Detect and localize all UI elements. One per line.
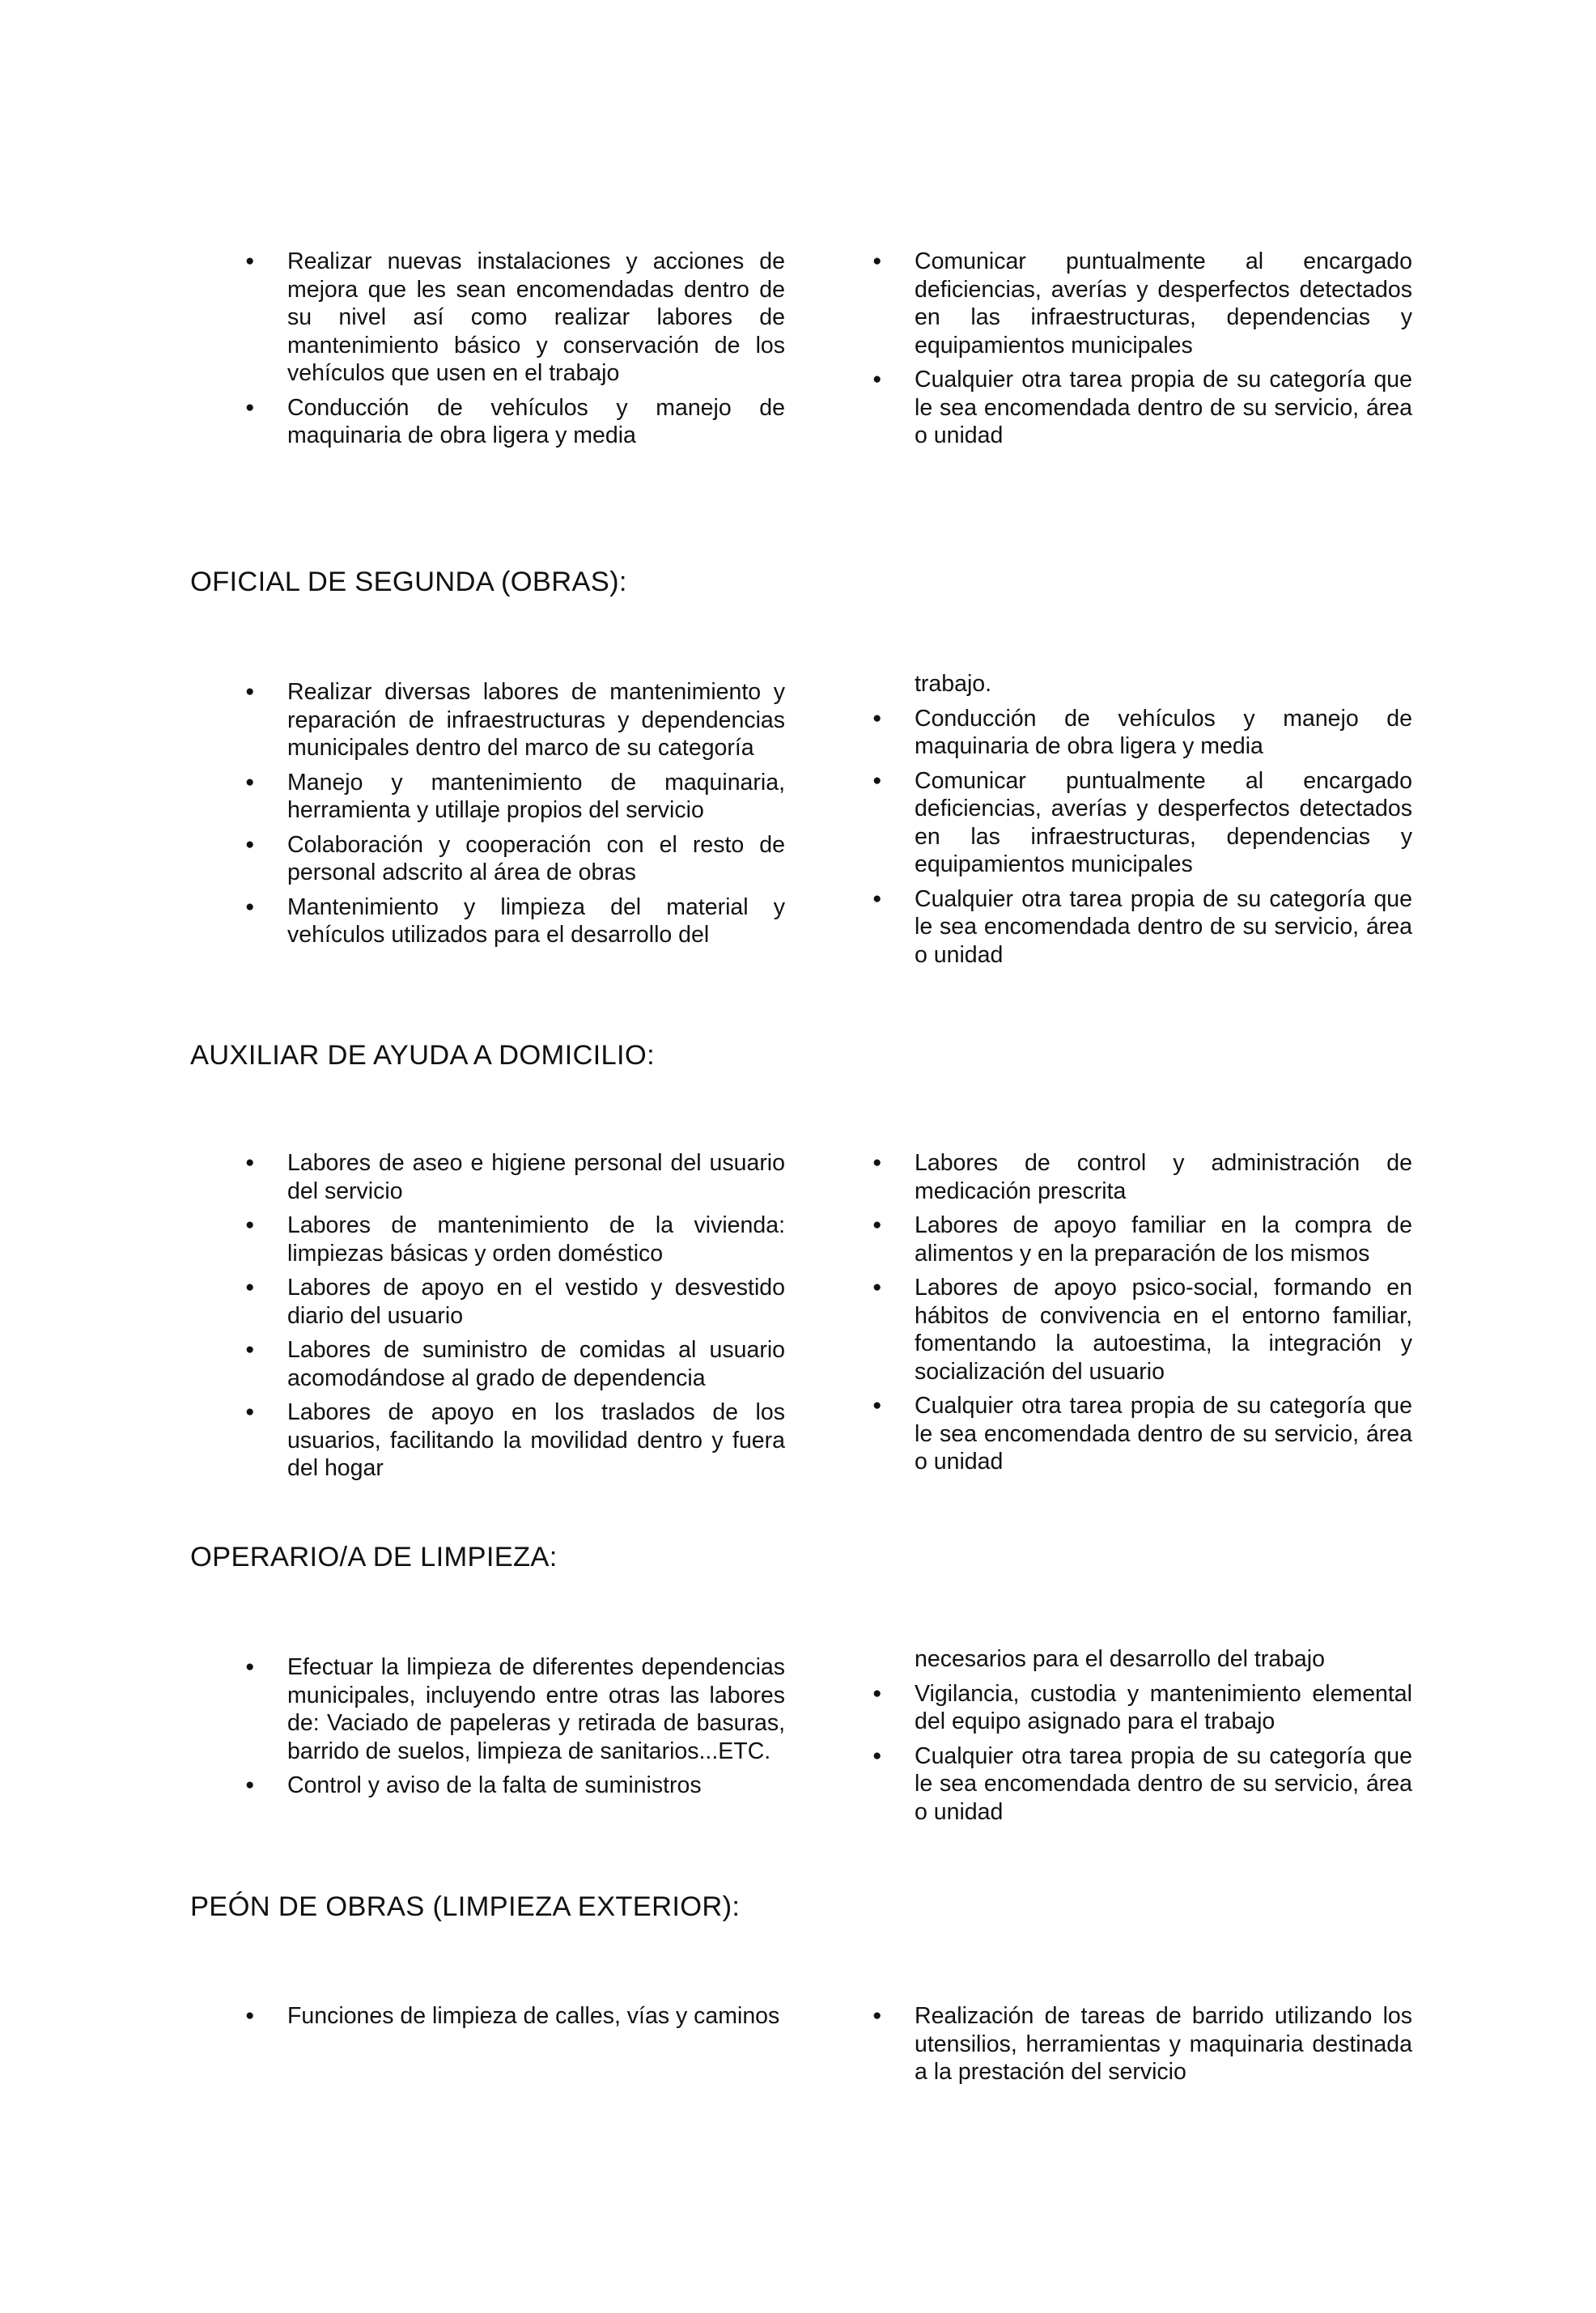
section-heading: PEÓN DE OBRAS (LIMPIEZA EXTERIOR): xyxy=(190,1891,741,1922)
left-column-list xyxy=(287,2002,785,2037)
list-item: ● Labores de apoyo en los traslados de los usuarios, facilitando la movilidad dentro y fuera del hogar xyxy=(287,1398,785,1483)
section-heading: OPERARIO/A DE LIMPIEZA: xyxy=(190,1542,558,1572)
list-item: ● Labores de control y administración de medicación prescrita xyxy=(915,1149,1412,1205)
left-column-list xyxy=(287,1149,785,1489)
list-item: ● Control y aviso de la falta de suministros xyxy=(287,1772,785,1800)
list-item: ● Labores de suministro de comidas al usuario acomodándose al grado de dependencia xyxy=(287,1336,785,1392)
list-item-continuation: trabajo. xyxy=(915,671,992,697)
list-item: ● Conducción de vehículos y manejo de maquinaria de obra ligera y media xyxy=(287,394,785,450)
list-item: ● Labores de mantenimiento de la vivienda: limpiezas básicas y orden doméstico xyxy=(287,1212,785,1267)
right-column-list xyxy=(915,670,1412,975)
list-item: ● Realizar nuevas instalaciones y acciones de mejora que les sean encomendadas dentro de su nivel así como realizar labores de mantenimiento básico y conservación de los vehículos que usen en el trabajo xyxy=(287,248,785,388)
list-item: ● Labores de apoyo en el vestido y desvestido diario del usuario xyxy=(287,1274,785,1330)
right-column-list xyxy=(915,1149,1412,1483)
list-item: ● Realizar diversas labores de mantenimiento y reparación de infraestructuras y dependencias municipales dentro del marco de su categoría xyxy=(287,678,785,762)
list-item: ● Realización de tareas de barrido utilizando los utensilios, herramientas y maquinaria destinada a la prestación del servicio xyxy=(915,2002,1412,2086)
list-item-continuation: necesarios para el desarrollo del trabajo xyxy=(915,1646,1325,1672)
list-item: ● Mantenimiento y limpieza del material y vehículos utilizados para el desarrollo del xyxy=(287,893,785,949)
left-column-list xyxy=(287,678,785,956)
list-item: ● Cualquier otra tarea propia de su categoría que le sea encomendada dentro de su servicio, área o unidad xyxy=(915,366,1412,450)
list-item: ● Manejo y mantenimiento de maquinaria, herramienta y utillaje propios del servicio xyxy=(287,769,785,825)
list-item: ● Cualquier otra tarea propia de su categoría que le sea encomendada dentro de su servicio, área o unidad xyxy=(915,885,1412,970)
list-item: ● Funciones de limpieza de calles, vías y caminos xyxy=(287,2002,785,2031)
list-item: ● Comunicar puntualmente al encargado deficiencias, averías y desperfectos detectados en las infraestructuras, dependencias y equipamientos municipales xyxy=(915,767,1412,879)
section-heading: OFICIAL DE SEGUNDA (OBRAS): xyxy=(190,567,627,597)
list-item: ● Efectuar la limpieza de diferentes dependencias municipales, incluyendo entre otras las labores de: Vaciado de papeleras y retirada de basuras, barrido de suelos, limpieza de sanitarios...ETC. xyxy=(287,1653,785,1765)
list-item: ● Labores de apoyo psico-social, formando en hábitos de convivencia en el entorno familiar, fomentando la autoestima, la integración y socialización del usuario xyxy=(915,1274,1412,1386)
list-item: ● Conducción de vehículos y manejo de maquinaria de obra ligera y media xyxy=(915,705,1412,761)
list-item: ● Vigilancia, custodia y mantenimiento elemental del equipo asignado para el trabajo xyxy=(915,1680,1412,1736)
list-item: ● Labores de apoyo familiar en la compra de alimentos y en la preparación de los mismos xyxy=(915,1212,1412,1267)
left-column-list xyxy=(287,248,785,456)
right-column-list xyxy=(915,2002,1412,2093)
left-column-list xyxy=(287,1653,785,1806)
right-column-list xyxy=(915,1645,1412,1832)
list-item: ● Colaboración y cooperación con el resto de personal adscrito al área de obras xyxy=(287,831,785,887)
list-item: ● Comunicar puntualmente al encargado deficiencias, averías y desperfectos detectados en las infraestructuras, dependencias y equipamientos municipales xyxy=(915,248,1412,359)
list-item: ● Cualquier otra tarea propia de su categoría que le sea encomendada dentro de su servicio, área o unidad xyxy=(915,1742,1412,1827)
list-item: ● Cualquier otra tarea propia de su categoría que le sea encomendada dentro de su servicio, área o unidad xyxy=(915,1392,1412,1476)
list-item: ● Labores de aseo e higiene personal del usuario del servicio xyxy=(287,1149,785,1205)
right-column-list xyxy=(915,248,1412,456)
section-heading: AUXILIAR DE AYUDA A DOMICILIO: xyxy=(190,1040,655,1071)
